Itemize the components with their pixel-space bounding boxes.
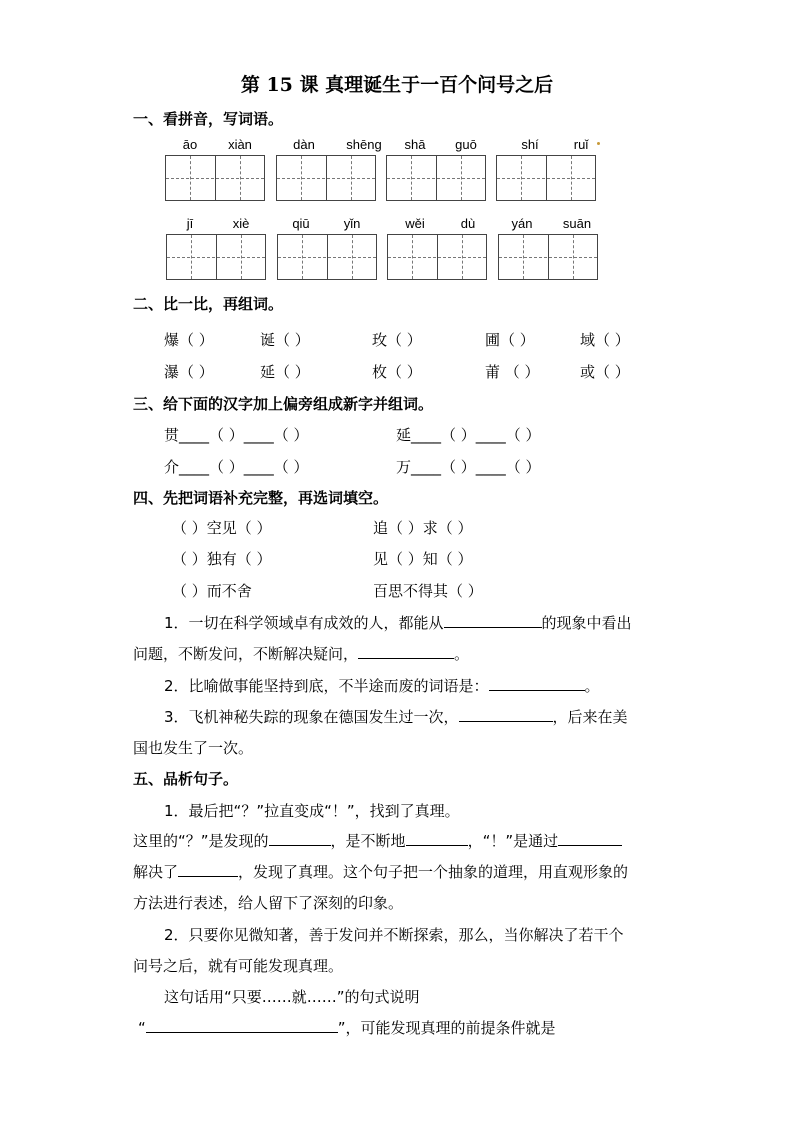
- writing-grid[interactable]: [166, 234, 266, 280]
- compare-item: 或（ ）: [580, 363, 630, 381]
- compare-item: 域（ ）: [580, 331, 630, 349]
- radical-item: 贯____（ ）____（ ）: [164, 426, 309, 444]
- writing-grid[interactable]: [386, 155, 486, 201]
- answer-blank[interactable]: [178, 862, 238, 877]
- question-text: 这里的“？”是发现的 ，是不断地 ，“！”是通过: [133, 830, 622, 851]
- question-text: 方法进行表述，给人留下了深刻的印象。: [133, 894, 404, 912]
- section-1-heading: 一、看拼音，写词语。: [133, 110, 284, 128]
- pinyin: shā: [404, 137, 426, 152]
- answer-blank[interactable]: [558, 831, 622, 846]
- answer-blank[interactable]: [269, 831, 331, 846]
- pinyin: xiè: [232, 216, 250, 231]
- idiom-item: （ ）而不舍: [172, 582, 252, 600]
- pinyin: āo: [182, 137, 198, 152]
- pinyin: dàn: [293, 137, 315, 152]
- compare-item: 延（ ）: [260, 363, 310, 381]
- pinyin: dù: [460, 216, 476, 231]
- pinyin: guō: [455, 137, 477, 152]
- sentence-quote: 问号之后，就有可能发现真理。: [133, 957, 344, 975]
- compare-item: 莆 （ ）: [485, 363, 540, 381]
- idiom-item: 见（ ）知（ ）: [373, 550, 473, 568]
- writing-grid[interactable]: [165, 155, 265, 201]
- question-text: 3．飞机神秘失踪的现象在德国发生过一次， ，后来在美: [164, 708, 628, 726]
- question-text: “ ”，可能发现真理的前提条件就是: [138, 1019, 556, 1037]
- compare-item: 爆（ ）: [164, 331, 214, 349]
- idiom-item: 追（ ）求（ ）: [373, 519, 473, 537]
- compare-item: 枚（ ）: [372, 363, 422, 381]
- page-title: 第 15 课 真理诞生于一百个问号之后: [240, 74, 554, 96]
- pinyin: yán: [511, 216, 533, 231]
- pinyin: qiū: [292, 216, 310, 231]
- compare-item: 瀑（ ）: [164, 363, 214, 381]
- radical-item: 万____（ ）____（ ）: [396, 458, 541, 476]
- writing-grid[interactable]: [277, 234, 377, 280]
- pinyin: shí: [521, 137, 539, 152]
- pinyin: shēng: [346, 137, 382, 152]
- question-text: 解决了 ，发现了真理。这个句子把一个抽象的道理，用直观形象的: [133, 863, 629, 881]
- compare-item: 圃（ ）: [485, 331, 535, 349]
- question-text: 2．比喻做事能坚持到底，不半途而废的词语是： 。: [164, 677, 600, 695]
- idiom-item: （ ）独有（ ）: [172, 550, 272, 568]
- compare-item: 玫（ ）: [372, 331, 422, 349]
- sentence-quote: 1．最后把“？”拉直变成“！”，找到了真理。: [164, 802, 460, 820]
- section-4-heading: 四、先把词语补充完整，再选词填空。: [133, 489, 389, 507]
- pinyin: suān: [562, 216, 592, 231]
- question-text: 这句话用“只要……就……”的句式说明: [164, 988, 420, 1006]
- radical-item: 延____（ ）____（ ）: [396, 426, 541, 444]
- idiom-item: （ ）空见（ ）: [172, 519, 272, 537]
- section-3-heading: 三、给下面的汉字加上偏旁组成新字并组词。: [133, 395, 434, 413]
- pinyin: jī: [186, 216, 194, 231]
- pinyin: ruǐ: [573, 137, 589, 152]
- writing-grid[interactable]: [387, 234, 487, 280]
- section-2-heading: 二、比一比，再组词。: [133, 295, 284, 313]
- sentence-quote: 2．只要你见微知著，善于发问并不断探索，那么，当你解决了若干个: [164, 926, 624, 944]
- radical-item: 介____（ ）____（ ）: [164, 458, 309, 476]
- answer-blank[interactable]: [444, 613, 542, 628]
- compare-item: 诞（ ）: [260, 331, 310, 349]
- pinyin: yǐn: [343, 216, 361, 231]
- answer-blank[interactable]: [406, 831, 468, 846]
- decorative-dot: [597, 142, 600, 145]
- answer-blank[interactable]: [146, 1018, 338, 1033]
- answer-blank[interactable]: [459, 707, 553, 722]
- writing-grid[interactable]: [498, 234, 598, 280]
- writing-grid[interactable]: [496, 155, 596, 201]
- writing-grid[interactable]: [276, 155, 376, 201]
- question-text: 问题，不断发问，不断解决疑问， 。: [133, 645, 470, 663]
- section-5-heading: 五、品析句子。: [133, 770, 239, 788]
- question-text: 国也发生了一次。: [133, 739, 254, 757]
- answer-blank[interactable]: [358, 644, 454, 659]
- pinyin: xiàn: [228, 137, 252, 152]
- pinyin: wěi: [405, 216, 425, 231]
- question-text: 1．一切在科学领域卓有成效的人，都能从 的现象中看出: [164, 614, 632, 632]
- idiom-item: 百思不得其（ ）: [373, 582, 483, 600]
- answer-blank[interactable]: [489, 676, 585, 691]
